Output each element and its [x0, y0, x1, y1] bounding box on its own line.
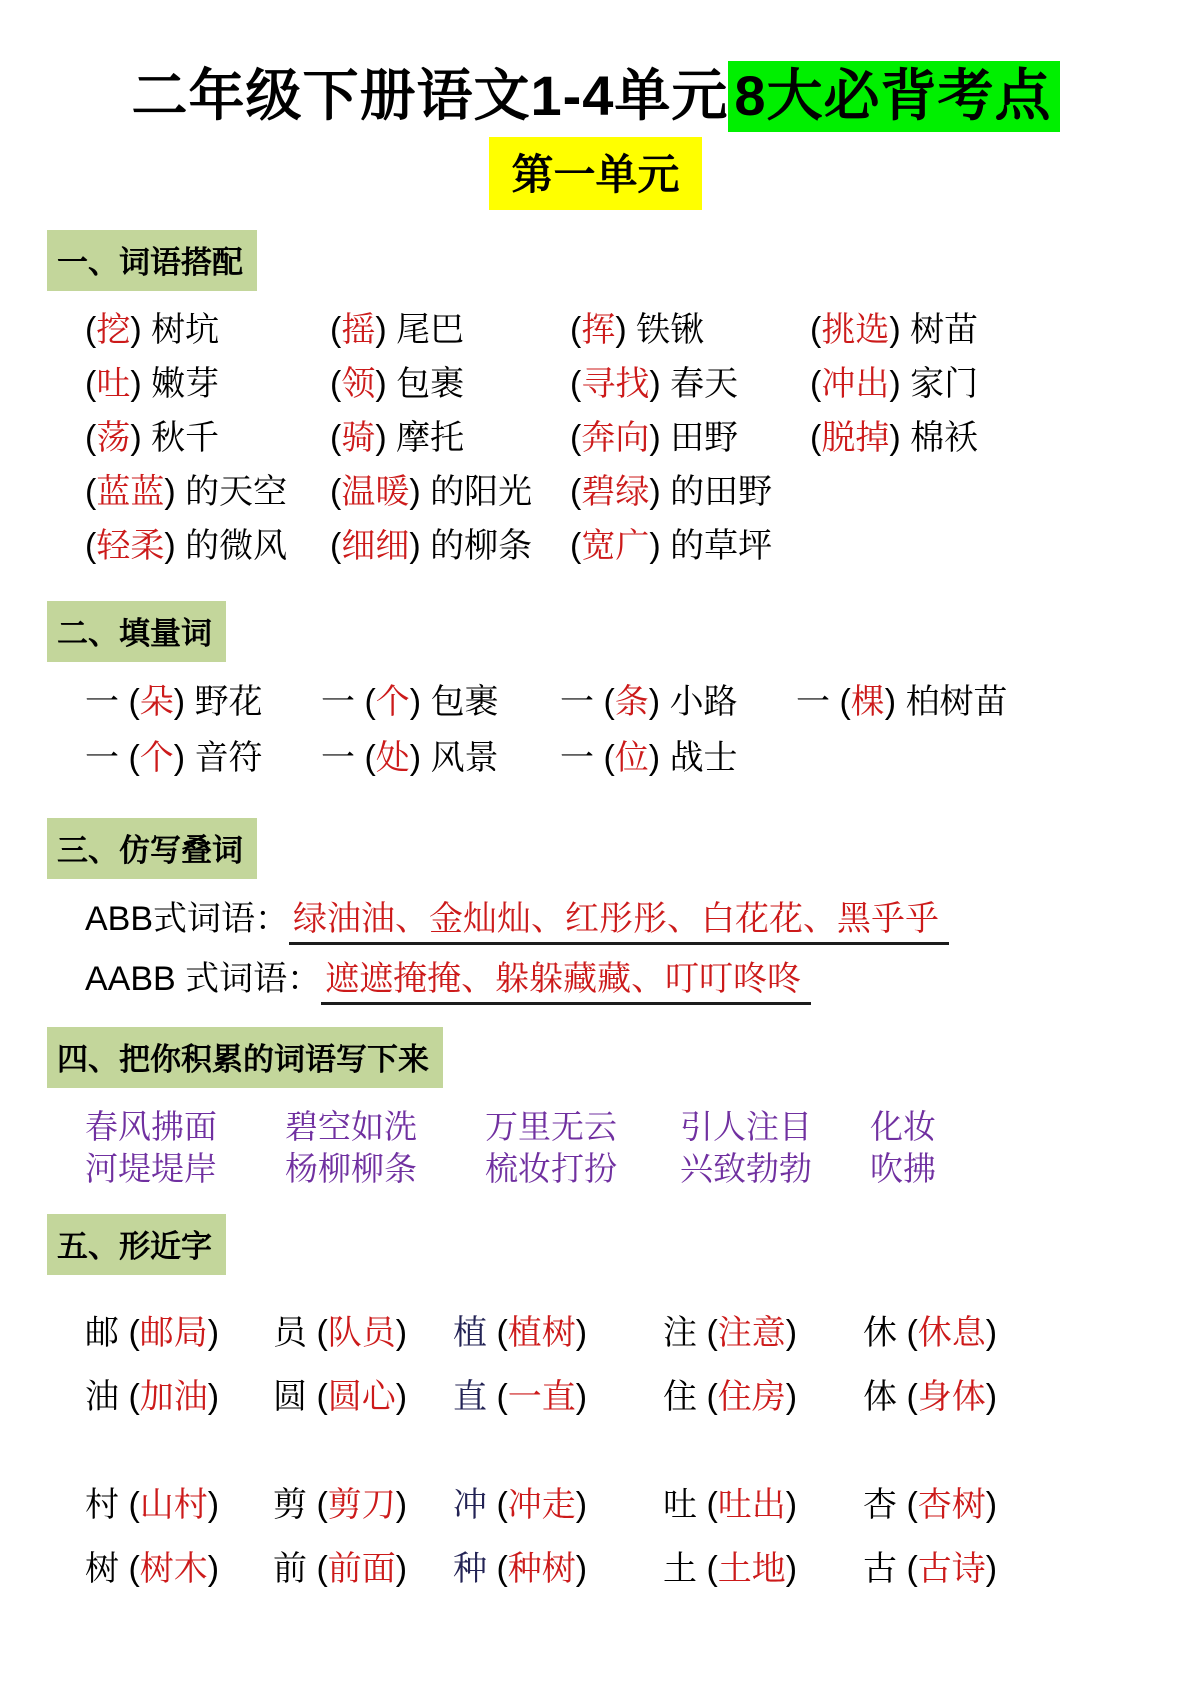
answer-text: 细细 — [341, 526, 410, 565]
paren-close-icon: ) — [395, 1485, 408, 1524]
char-row — [85, 1301, 1151, 1365]
section-reduplicated-words — [57, 818, 1151, 1001]
answer-text: 加油 — [139, 1377, 208, 1416]
word-text: 柏树苗 — [905, 682, 1008, 721]
section-word-matching — [57, 230, 1151, 573]
paren-close-icon: ) — [889, 364, 911, 403]
word-pair — [85, 519, 330, 573]
answer-text: 挑选 — [821, 310, 890, 349]
char-pair — [863, 1473, 1151, 1537]
base-char: 前 — [273, 1549, 317, 1588]
word-row — [85, 465, 1151, 519]
base-char: 古 — [863, 1549, 907, 1588]
answer-text: 身体 — [917, 1377, 986, 1416]
fill-label: ABB式词语： — [85, 899, 290, 938]
word-pair — [85, 674, 321, 730]
word-pair — [321, 674, 560, 730]
base-char: 直 — [453, 1377, 497, 1416]
word-text: 包裹 — [430, 682, 499, 721]
paren-open-icon: ( — [810, 418, 822, 457]
paren-open-icon: ( — [128, 1485, 140, 1524]
word-text: 风景 — [430, 738, 499, 777]
paren-open-icon: ( — [706, 1549, 718, 1588]
answer-text: 挖 — [96, 310, 131, 349]
answer-text: 宽广 — [581, 526, 650, 565]
paren-open-icon: ( — [496, 1313, 508, 1352]
char-pair — [273, 1365, 453, 1429]
section-heading-word-matching: 一、词语搭配 — [47, 230, 257, 291]
base-char: 冲 — [453, 1485, 497, 1524]
char-pair — [663, 1301, 863, 1365]
answer-text: 植树 — [507, 1313, 576, 1352]
char-pair — [85, 1301, 273, 1365]
paren-close-icon: ) — [985, 1549, 998, 1588]
paren-close-icon: ) — [395, 1377, 408, 1416]
char-pair — [663, 1365, 863, 1429]
paren-open-icon: ( — [906, 1485, 918, 1524]
paren-close-icon: ) — [889, 310, 911, 349]
word-text: 秋千 — [151, 418, 220, 457]
word-pair — [330, 411, 570, 465]
answer-text: 土地 — [717, 1549, 786, 1588]
answer-text: 温暖 — [341, 472, 410, 511]
paren-close-icon: ) — [884, 682, 906, 721]
answer-text: 种树 — [507, 1549, 576, 1588]
word-text: 的田野 — [670, 472, 773, 511]
word-text: 包裹 — [396, 364, 465, 403]
paren-close-icon: ) — [889, 418, 911, 457]
word-pair — [85, 730, 321, 786]
answer-text: 队员 — [327, 1313, 396, 1352]
idiom-text: 梳妆打扮 — [485, 1149, 617, 1187]
base-char: 邮 — [85, 1313, 129, 1352]
paren-open-icon: ( — [810, 364, 822, 403]
section-similar-characters — [57, 1214, 1151, 1601]
word-row — [85, 303, 1151, 357]
base-char: 杏 — [863, 1485, 907, 1524]
word-pair — [85, 411, 330, 465]
paren-open-icon: ( — [706, 1485, 718, 1524]
char-pair — [453, 1473, 663, 1537]
section-body-reduplicated-words — [85, 897, 1151, 1001]
char-pair — [273, 1301, 453, 1365]
word-pair — [560, 674, 796, 730]
paren-open-icon: ( — [330, 310, 342, 349]
fill-answer-text: 遮遮掩掩、躲躲藏藏、叮叮咚咚 — [321, 960, 811, 1005]
paren-open-icon: ( — [85, 472, 97, 511]
word-row — [85, 411, 1151, 465]
answer-text: 剪刀 — [327, 1485, 396, 1524]
word-text: 摩托 — [396, 418, 465, 457]
title-highlight: 8大必背考点 — [728, 61, 1059, 132]
base-char: 土 — [663, 1549, 707, 1588]
word-pair — [570, 411, 810, 465]
paren-open-icon: ( — [316, 1485, 328, 1524]
word-text: 的天空 — [185, 472, 288, 511]
answer-text: 树木 — [139, 1549, 208, 1588]
paren-close-icon: ) — [648, 738, 670, 777]
paren-close-icon: ) — [130, 364, 152, 403]
char-pair — [273, 1473, 453, 1537]
answer-text: 摇 — [341, 310, 376, 349]
idiom-text: 万里无云 — [485, 1107, 617, 1145]
answer-text: 碧绿 — [581, 472, 650, 511]
answer-text: 奔向 — [581, 418, 650, 457]
word-row — [85, 357, 1151, 411]
base-char: 油 — [85, 1377, 129, 1416]
word-pair — [570, 303, 810, 357]
word-pair — [570, 519, 810, 573]
paren-open-icon: ( — [570, 418, 582, 457]
paren-close-icon: ) — [409, 526, 431, 565]
measure-prefix: 一 — [321, 682, 365, 721]
answer-text: 个 — [375, 682, 410, 721]
word-pair — [570, 357, 810, 411]
answer-text: 前面 — [327, 1549, 396, 1588]
measure-prefix: 一 — [560, 738, 604, 777]
word-text: 嫩芽 — [151, 364, 220, 403]
paren-open-icon: ( — [706, 1313, 718, 1352]
base-char: 剪 — [273, 1485, 317, 1524]
answer-text: 一直 — [507, 1377, 576, 1416]
answer-text: 休息 — [917, 1313, 986, 1352]
paren-close-icon: ) — [409, 472, 431, 511]
idiom-text: 河堤堤岸 — [85, 1149, 217, 1187]
word-text: 棉袄 — [910, 418, 979, 457]
paren-open-icon: ( — [570, 310, 582, 349]
word-pair — [85, 357, 330, 411]
paren-open-icon: ( — [496, 1549, 508, 1588]
section-accumulated-words — [57, 1027, 1151, 1190]
char-pair — [273, 1537, 453, 1601]
word-text: 铁锹 — [636, 310, 705, 349]
answer-text: 蓝蓝 — [96, 472, 165, 511]
paren-open-icon: ( — [706, 1377, 718, 1416]
answer-text: 圆心 — [327, 1377, 396, 1416]
word-row — [85, 730, 1151, 786]
paren-close-icon: ) — [207, 1313, 220, 1352]
base-char: 村 — [85, 1485, 129, 1524]
answer-text: 冲出 — [821, 364, 890, 403]
answer-text: 挥 — [581, 310, 616, 349]
paren-open-icon: ( — [906, 1377, 918, 1416]
paren-close-icon: ) — [985, 1377, 998, 1416]
char-pair — [453, 1537, 663, 1601]
answer-text: 处 — [375, 738, 410, 777]
base-char: 休 — [863, 1313, 907, 1352]
measure-prefix: 一 — [560, 682, 604, 721]
paren-open-icon: ( — [330, 526, 342, 565]
base-char: 注 — [663, 1313, 707, 1352]
answer-text: 注意 — [717, 1313, 786, 1352]
paren-open-icon: ( — [330, 418, 342, 457]
paren-close-icon: ) — [164, 472, 186, 511]
word-pair — [330, 303, 570, 357]
answer-text: 棵 — [850, 682, 885, 721]
char-pair — [85, 1473, 273, 1537]
base-char: 住 — [663, 1377, 707, 1416]
idiom-text: 春风拂面 — [85, 1107, 217, 1145]
char-row — [85, 1473, 1151, 1537]
base-char: 种 — [453, 1549, 497, 1588]
paren-close-icon: ) — [409, 738, 431, 777]
word-text: 的阳光 — [430, 472, 533, 511]
paren-open-icon: ( — [128, 1377, 140, 1416]
fill-answer-text: 绿油油、金灿灿、红彤彤、白花花、黑乎乎 — [289, 900, 949, 945]
answer-text: 个 — [139, 738, 174, 777]
paren-open-icon: ( — [316, 1377, 328, 1416]
word-pair — [796, 674, 1151, 730]
word-pair — [330, 357, 570, 411]
paren-open-icon: ( — [85, 418, 97, 457]
paren-close-icon: ) — [395, 1549, 408, 1588]
paren-open-icon: ( — [906, 1313, 918, 1352]
word-pair — [330, 465, 570, 519]
word-pair — [330, 519, 570, 573]
base-char: 员 — [273, 1313, 317, 1352]
measure-prefix: 一 — [85, 738, 129, 777]
measure-prefix: 一 — [321, 738, 365, 777]
section-measure-words — [57, 601, 1151, 786]
answer-text: 脱掉 — [821, 418, 890, 457]
paren-close-icon: ) — [173, 738, 195, 777]
char-pair — [663, 1537, 863, 1601]
answer-text: 古诗 — [917, 1549, 986, 1588]
word-text: 尾巴 — [396, 310, 465, 349]
idiom-text: 化妆 — [870, 1107, 936, 1145]
paren-close-icon: ) — [173, 682, 195, 721]
paren-close-icon: ) — [985, 1485, 998, 1524]
paren-close-icon: ) — [130, 418, 152, 457]
section-body-similar-characters — [85, 1301, 1151, 1601]
paren-open-icon: ( — [496, 1485, 508, 1524]
paren-close-icon: ) — [649, 418, 671, 457]
char-pair — [663, 1473, 863, 1537]
word-text: 的草坪 — [670, 526, 773, 565]
section-body-measure-words — [85, 674, 1151, 786]
word-pair — [560, 730, 796, 786]
paren-open-icon: ( — [85, 310, 97, 349]
word-text: 音符 — [194, 738, 263, 777]
paren-open-icon: ( — [128, 1313, 140, 1352]
idiom-text: 引人注目 — [680, 1107, 812, 1145]
answer-text: 吐出 — [717, 1485, 786, 1524]
base-char: 吐 — [663, 1485, 707, 1524]
paren-close-icon: ) — [375, 418, 397, 457]
paren-open-icon: ( — [570, 472, 582, 511]
word-row — [85, 519, 1151, 573]
paren-open-icon: ( — [570, 364, 582, 403]
word-text: 的柳条 — [430, 526, 533, 565]
paren-close-icon: ) — [985, 1313, 998, 1352]
answer-text: 轻柔 — [96, 526, 165, 565]
idiom-row — [85, 1106, 1151, 1148]
word-text: 树坑 — [151, 310, 220, 349]
paren-close-icon: ) — [207, 1377, 220, 1416]
paren-open-icon: ( — [316, 1313, 328, 1352]
title-text: 二年级下册语文1-4单元 — [131, 64, 729, 127]
base-char: 体 — [863, 1377, 907, 1416]
measure-prefix: 一 — [85, 682, 129, 721]
paren-open-icon: ( — [364, 682, 376, 721]
paren-open-icon: ( — [85, 526, 97, 565]
paren-close-icon: ) — [207, 1485, 220, 1524]
paren-open-icon: ( — [570, 526, 582, 565]
word-text: 小路 — [669, 682, 738, 721]
idiom-row — [85, 1148, 1151, 1190]
char-pair — [85, 1537, 273, 1601]
answer-text: 条 — [614, 682, 649, 721]
paren-open-icon: ( — [330, 472, 342, 511]
paren-open-icon: ( — [364, 738, 376, 777]
char-group — [85, 1301, 1151, 1429]
answer-text: 住房 — [717, 1377, 786, 1416]
section-body-word-matching — [85, 303, 1151, 573]
answer-text: 位 — [614, 738, 649, 777]
paren-open-icon: ( — [810, 310, 822, 349]
paren-open-icon: ( — [496, 1377, 508, 1416]
paren-close-icon: ) — [615, 310, 637, 349]
paren-close-icon: ) — [130, 310, 152, 349]
paren-open-icon: ( — [839, 682, 851, 721]
paren-close-icon: ) — [785, 1485, 798, 1524]
subtitle: 第一单元 — [489, 137, 701, 210]
paren-open-icon: ( — [316, 1549, 328, 1588]
idiom-text: 碧空如洗 — [285, 1107, 417, 1145]
paren-open-icon: ( — [603, 738, 615, 777]
word-pair — [85, 303, 330, 357]
answer-text: 朵 — [139, 682, 174, 721]
base-char: 植 — [453, 1313, 497, 1352]
section-heading-accumulated-words: 四、把你积累的词语写下来 — [47, 1027, 443, 1088]
paren-open-icon: ( — [128, 738, 140, 777]
paren-close-icon: ) — [785, 1549, 798, 1588]
paren-open-icon: ( — [330, 364, 342, 403]
paren-close-icon: ) — [785, 1377, 798, 1416]
word-pair — [810, 303, 1151, 357]
answer-text: 吐 — [96, 364, 131, 403]
sections — [57, 230, 1151, 1601]
idiom-text: 兴致勃勃 — [680, 1149, 812, 1187]
char-row — [85, 1537, 1151, 1601]
fill-line — [85, 957, 1151, 1001]
fill-label: AABB 式词语： — [85, 959, 322, 998]
answer-text: 杏树 — [917, 1485, 986, 1524]
paren-close-icon: ) — [575, 1377, 588, 1416]
idiom-text: 吹拂 — [870, 1149, 936, 1187]
base-char: 圆 — [273, 1377, 317, 1416]
paren-open-icon: ( — [128, 1549, 140, 1588]
char-pair — [85, 1365, 273, 1429]
char-pair — [863, 1537, 1151, 1601]
measure-prefix: 一 — [796, 682, 840, 721]
word-row — [85, 674, 1151, 730]
word-text: 树苗 — [910, 310, 979, 349]
paren-close-icon: ) — [164, 526, 186, 565]
word-text: 战士 — [669, 738, 738, 777]
page-title — [40, 60, 1151, 133]
paren-close-icon: ) — [395, 1313, 408, 1352]
paren-close-icon: ) — [649, 526, 671, 565]
word-text: 田野 — [670, 418, 739, 457]
paren-close-icon: ) — [575, 1549, 588, 1588]
section-body-accumulated-words — [85, 1106, 1151, 1190]
paren-close-icon: ) — [409, 682, 431, 721]
answer-text: 邮局 — [139, 1313, 208, 1352]
word-pair — [321, 730, 560, 786]
answer-text: 寻找 — [581, 364, 650, 403]
answer-text: 荡 — [96, 418, 131, 457]
word-text: 家门 — [910, 364, 979, 403]
fill-line — [85, 897, 1151, 941]
paren-close-icon: ) — [785, 1313, 798, 1352]
word-text: 春天 — [670, 364, 739, 403]
section-heading-reduplicated-words: 三、仿写叠词 — [47, 818, 257, 879]
paren-close-icon: ) — [375, 310, 397, 349]
char-pair — [453, 1365, 663, 1429]
paren-close-icon: ) — [375, 364, 397, 403]
char-pair — [863, 1365, 1151, 1429]
paren-open-icon: ( — [85, 364, 97, 403]
word-text: 的微风 — [185, 526, 288, 565]
word-pair — [810, 357, 1151, 411]
subtitle-row — [40, 137, 1151, 210]
answer-text: 领 — [341, 364, 376, 403]
paren-close-icon: ) — [207, 1549, 220, 1588]
paren-close-icon: ) — [648, 682, 670, 721]
paren-close-icon: ) — [575, 1313, 588, 1352]
idiom-text: 杨柳柳条 — [285, 1149, 417, 1187]
answer-text: 骑 — [341, 418, 376, 457]
char-pair — [863, 1301, 1151, 1365]
paren-close-icon: ) — [649, 364, 671, 403]
paren-close-icon: ) — [575, 1485, 588, 1524]
answer-text: 山村 — [139, 1485, 208, 1524]
paren-open-icon: ( — [603, 682, 615, 721]
char-row — [85, 1365, 1151, 1429]
word-pair — [810, 411, 1151, 465]
answer-text: 冲走 — [507, 1485, 576, 1524]
word-text: 野花 — [194, 682, 263, 721]
section-heading-measure-words: 二、填量词 — [47, 601, 226, 662]
paren-open-icon: ( — [128, 682, 140, 721]
char-group — [85, 1473, 1151, 1601]
paren-open-icon: ( — [906, 1549, 918, 1588]
word-pair — [85, 465, 330, 519]
word-pair — [570, 465, 810, 519]
paren-close-icon: ) — [649, 472, 671, 511]
char-pair — [453, 1301, 663, 1365]
base-char: 树 — [85, 1549, 129, 1588]
section-heading-similar-characters: 五、形近字 — [47, 1214, 226, 1275]
